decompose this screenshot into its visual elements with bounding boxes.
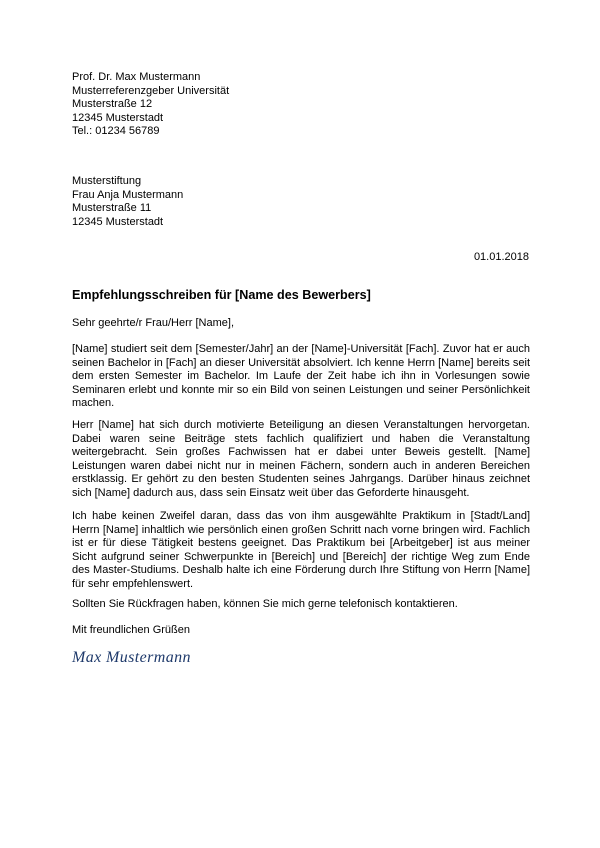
sender-phone: Tel.: 01234 56789 — [72, 125, 160, 138]
letter-subject: Empfehlungsschreiben für [Name des Bewerbers] — [72, 288, 371, 302]
closing-phrase: Mit freundlichen Grüßen — [72, 624, 190, 636]
salutation: Sehr geehrte/r Frau/Herr [Name], — [72, 317, 235, 329]
sender-name: Prof. Dr. Max Mustermann — [72, 71, 201, 83]
recipient-street: Musterstraße 11 — [72, 202, 152, 215]
body-paragraph-1: [Name] studiert seit dem [Semester/Jahr] an der [Name]-Universität [Fach]. Zuvor hat er auch seinen Bachelor in [Fach] an dieser Universität absolviert. Ich kenne Herrn [Name] bereits seit dem ersten Semester im Bachelor. Im Laufe der Zeit habe ich ihn in Vorlesungen sowie Seminaren erlebt und konnte mir so ein Bild von seinen Leistungen und seiner Persönlichkeit machen. — [72, 343, 530, 410]
sender-institution: Musterreferenzgeber Universität — [72, 84, 230, 97]
signature: Max Mustermann — [72, 649, 191, 666]
recipient-city: 12345 Musterstadt — [72, 215, 164, 228]
body-paragraph-3: Ich habe keinen Zweifel daran, dass das von ihm ausgewählte Praktikum in [Stadt/Land] Herrn [Name] inhaltlich wie persönlich einen großen Schritt nach vorne bringen wird. Fachlich ist er für diese Tätigkeit bestens geeignet. Das Praktikum bei [Arbeitgeber] ist aus meiner Sicht aufgrund seiner Schwerpunkte in [Bereich] und [Bereich] der richtige Weg zum Ende des Master-Studiums. Deshalb halte ich eine Förderung durch Ihre Stiftung von Herrn [Name] für sehr empfehlenswert. — [72, 510, 530, 590]
sender-address — [72, 71, 229, 139]
body-paragraph-2: Herr [Name] hat sich durch motivierte Beteiligung an diesen Veranstaltungen hervorgetan. Dabei waren seine Beiträge stets fachlich qualifiziert und haben die Veranstaltung weitergebracht. Sein großes Fachwissen hat er dabei unter Beweis gestellt. [Name] Leistungen waren dabei nicht nur in meinen Fächern, sondern auch in anderen Bereichen erstklassig. Er gehört zu den besten Studenten seines Jahrgangs. Darüber hinaus zeichnet sich [Name] dadurch aus, dass sein Einsatz weit über das Geforderte hinausgeht. — [72, 419, 530, 499]
sender-street: Musterstraße 12 — [72, 98, 153, 111]
letter-date: 01.01.2018 — [473, 251, 529, 263]
sender-city: 12345 Musterstadt — [72, 111, 164, 124]
recipient-name: Frau Anja Mustermann — [72, 188, 184, 201]
recipient-address — [72, 175, 183, 229]
recipient-organization: Musterstiftung — [72, 175, 142, 187]
body-paragraph-4: Sollten Sie Rückfragen haben, können Sie mich gerne telefonisch kontaktieren. — [72, 598, 458, 610]
